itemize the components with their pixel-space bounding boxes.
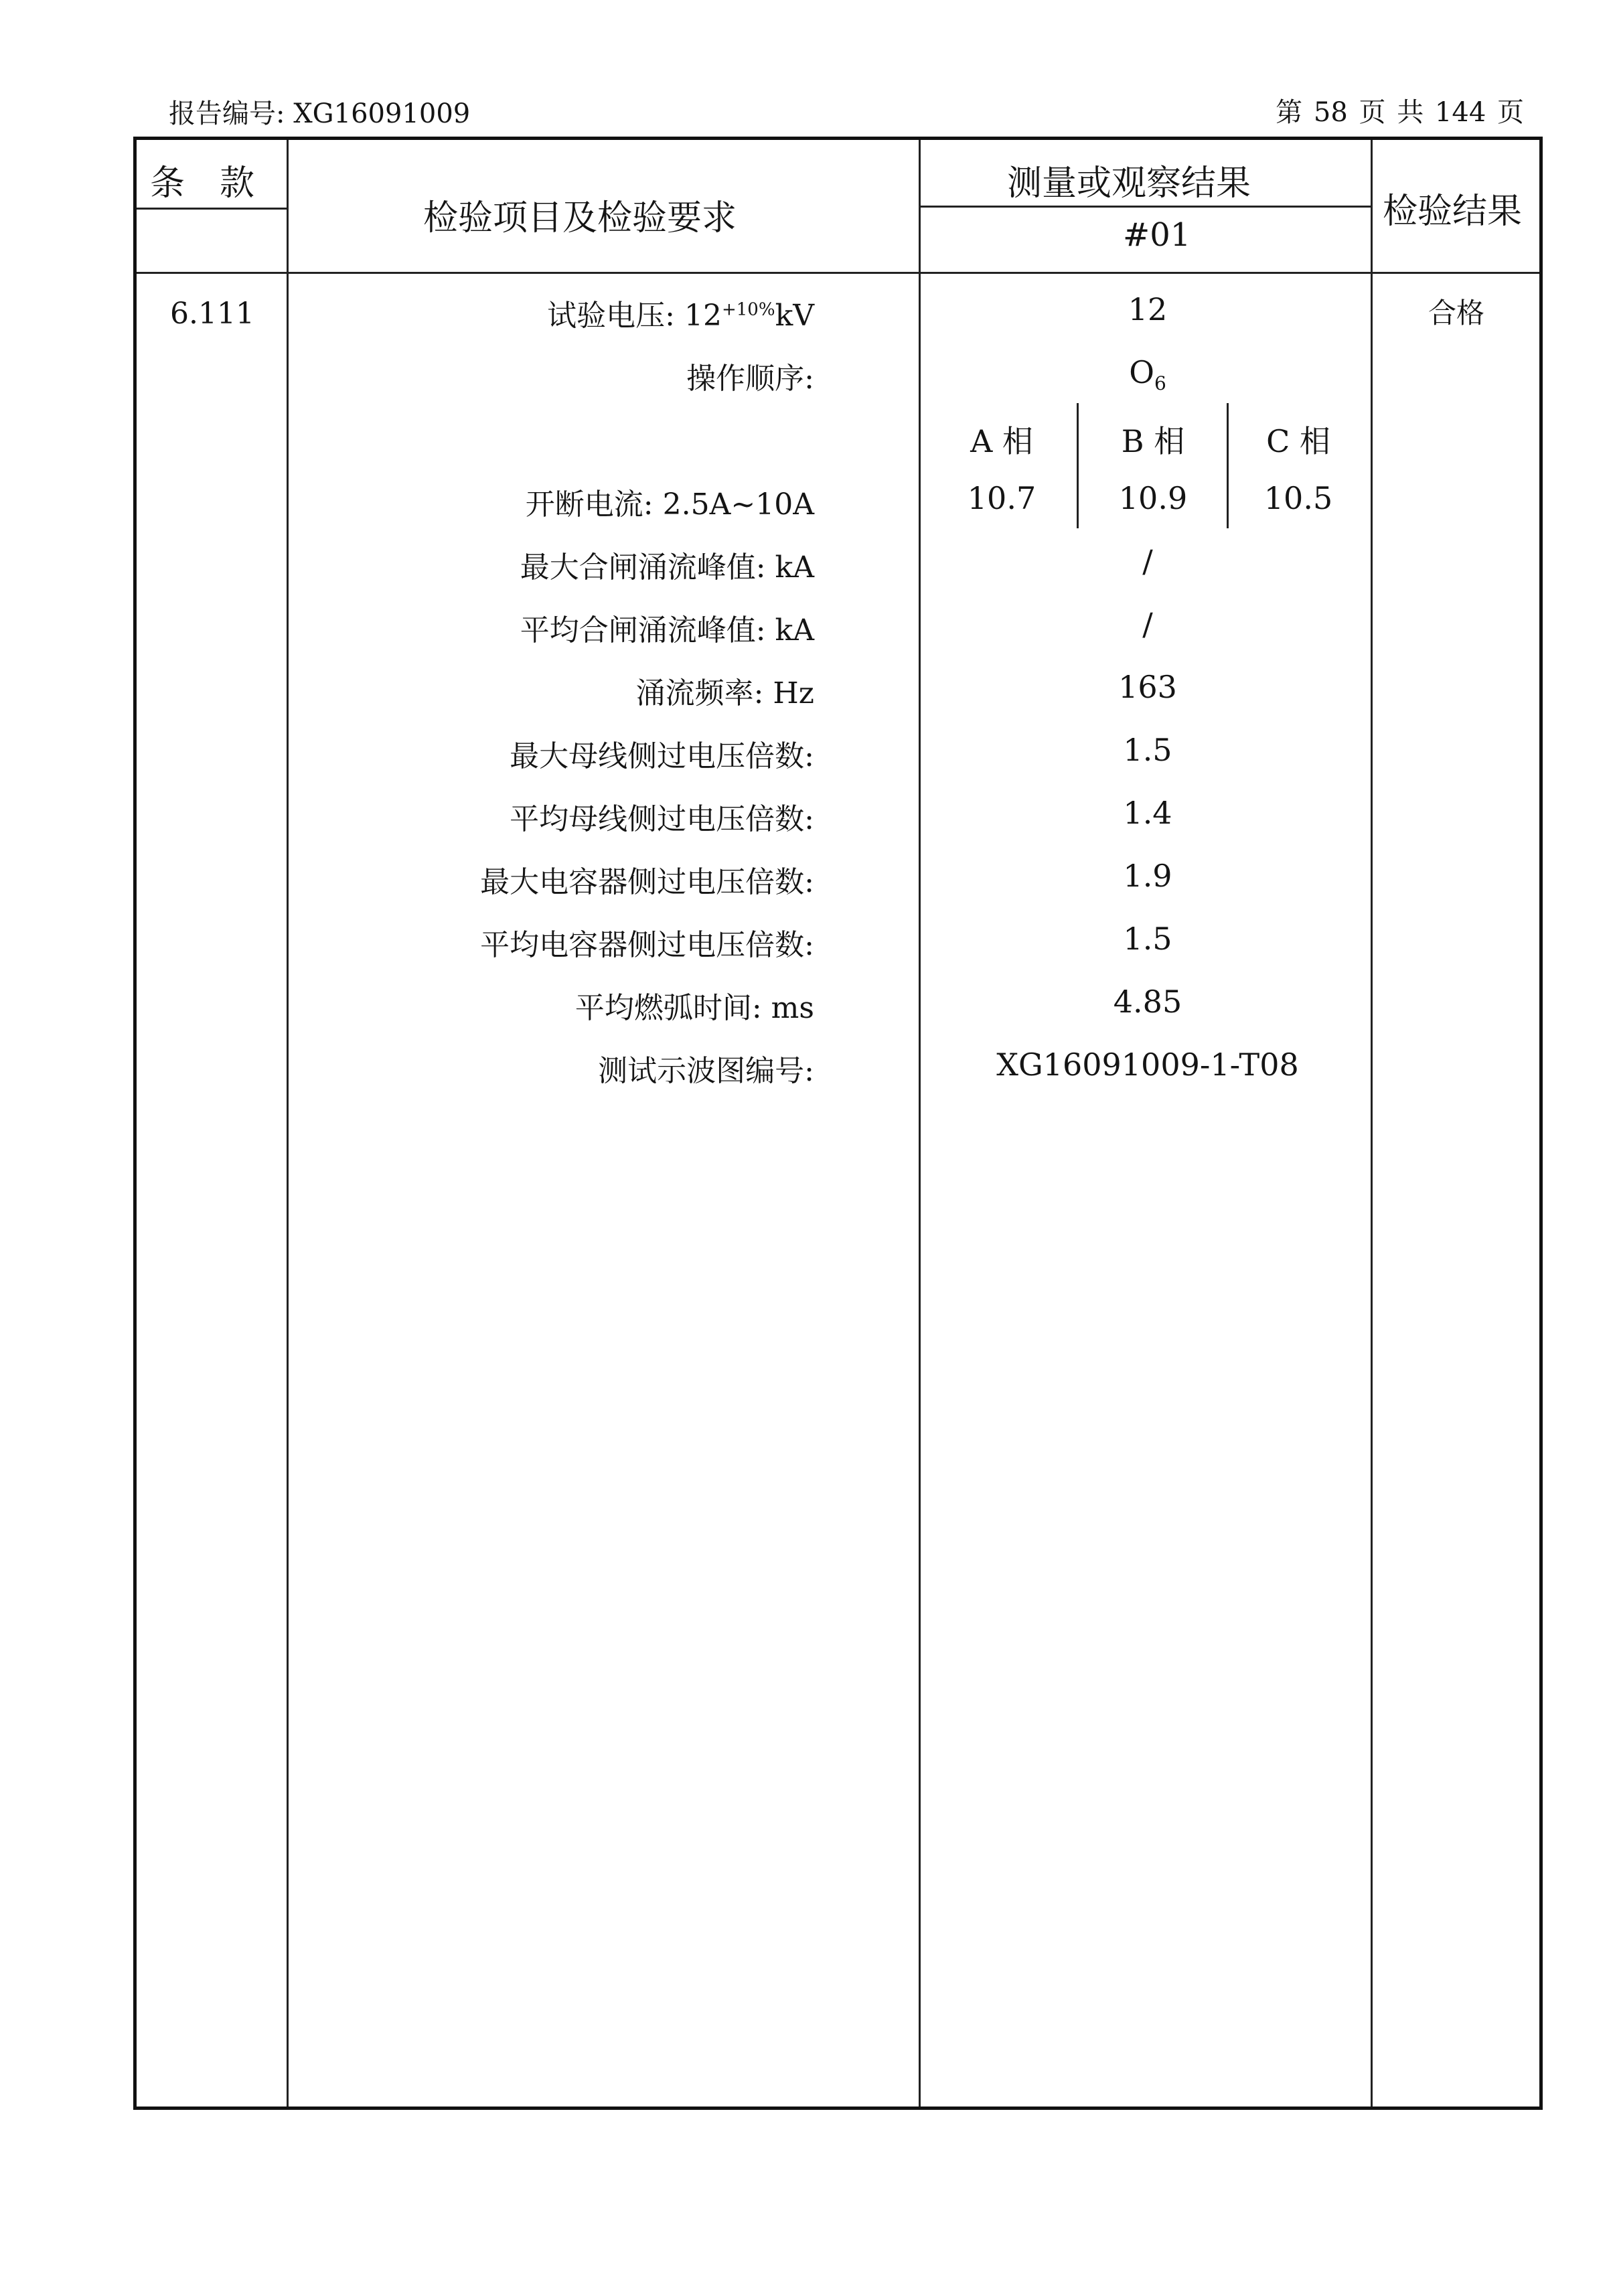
phase-b-current: 10.9 (1118, 480, 1188, 516)
sequence-value: $O_6$ (1129, 354, 1166, 395)
item-label: 平均电容器侧过电压倍数: (480, 928, 814, 962)
divider (137, 272, 1539, 274)
result-value: 合格 (1428, 297, 1485, 329)
item-value: 1.4 (1123, 795, 1172, 831)
item-value: / (1142, 606, 1153, 642)
item-label: 测试示波图编号: (598, 1054, 814, 1088)
item-label: 最大母线侧过电压倍数: (510, 739, 814, 773)
divider (137, 208, 287, 210)
item-label: 涌流频率: Hz (635, 676, 814, 710)
phase-c-label: C 相 (1266, 423, 1330, 459)
phase-divider (1077, 403, 1079, 528)
divider (287, 140, 289, 2107)
phase-c-current: 10.5 (1263, 480, 1333, 516)
divider (919, 206, 1371, 208)
item-label: 平均母线侧过电压倍数: (510, 802, 814, 836)
item-value: 1.5 (1123, 732, 1172, 768)
item-label: 平均合闸涌流峰值: kA (520, 613, 814, 647)
phase-a-current: 10.7 (967, 480, 1036, 516)
clause-number: 6.111 (170, 297, 254, 331)
measured-header: 测量或观察结果 (1007, 163, 1251, 204)
report-number: 报告编号: XG16091009 (169, 98, 471, 129)
sequence-label: 操作顺序: (686, 362, 814, 396)
phase-divider (1227, 403, 1229, 528)
voltage-label: 试验电压: $12^{+10\%}kV$ (547, 299, 814, 333)
sample-number: #01 (1123, 216, 1191, 254)
result-header: 检验结果 (1383, 192, 1523, 232)
inspection-table (133, 137, 1543, 2110)
item-label: 平均燃弧时间: ms (574, 991, 814, 1025)
item-value: 1.9 (1123, 858, 1172, 894)
item-label: 最大合闸涌流峰值: kA (520, 550, 814, 585)
item-value: 1.5 (1123, 921, 1172, 957)
divider (1371, 140, 1373, 2107)
breaking-current-label: 开断电流: 2.5A~10A (525, 487, 814, 522)
item-value: 4.85 (1113, 984, 1182, 1020)
clause-header: 条 款 (150, 163, 255, 204)
divider (919, 140, 921, 2107)
phase-b-label: B 相 (1121, 423, 1185, 459)
voltage-value: 12 (1128, 291, 1168, 327)
page-indicator: 第 58 页 共 144 页 (1276, 97, 1524, 128)
item-value: / (1142, 543, 1153, 579)
item-label: 最大电容器侧过电压倍数: (480, 865, 814, 899)
item-header: 检验项目及检验要求 (423, 198, 737, 238)
item-value: XG16091009-1-T08 (996, 1047, 1299, 1083)
item-value: 163 (1118, 669, 1177, 705)
phase-a-label: A 相 (970, 423, 1033, 459)
